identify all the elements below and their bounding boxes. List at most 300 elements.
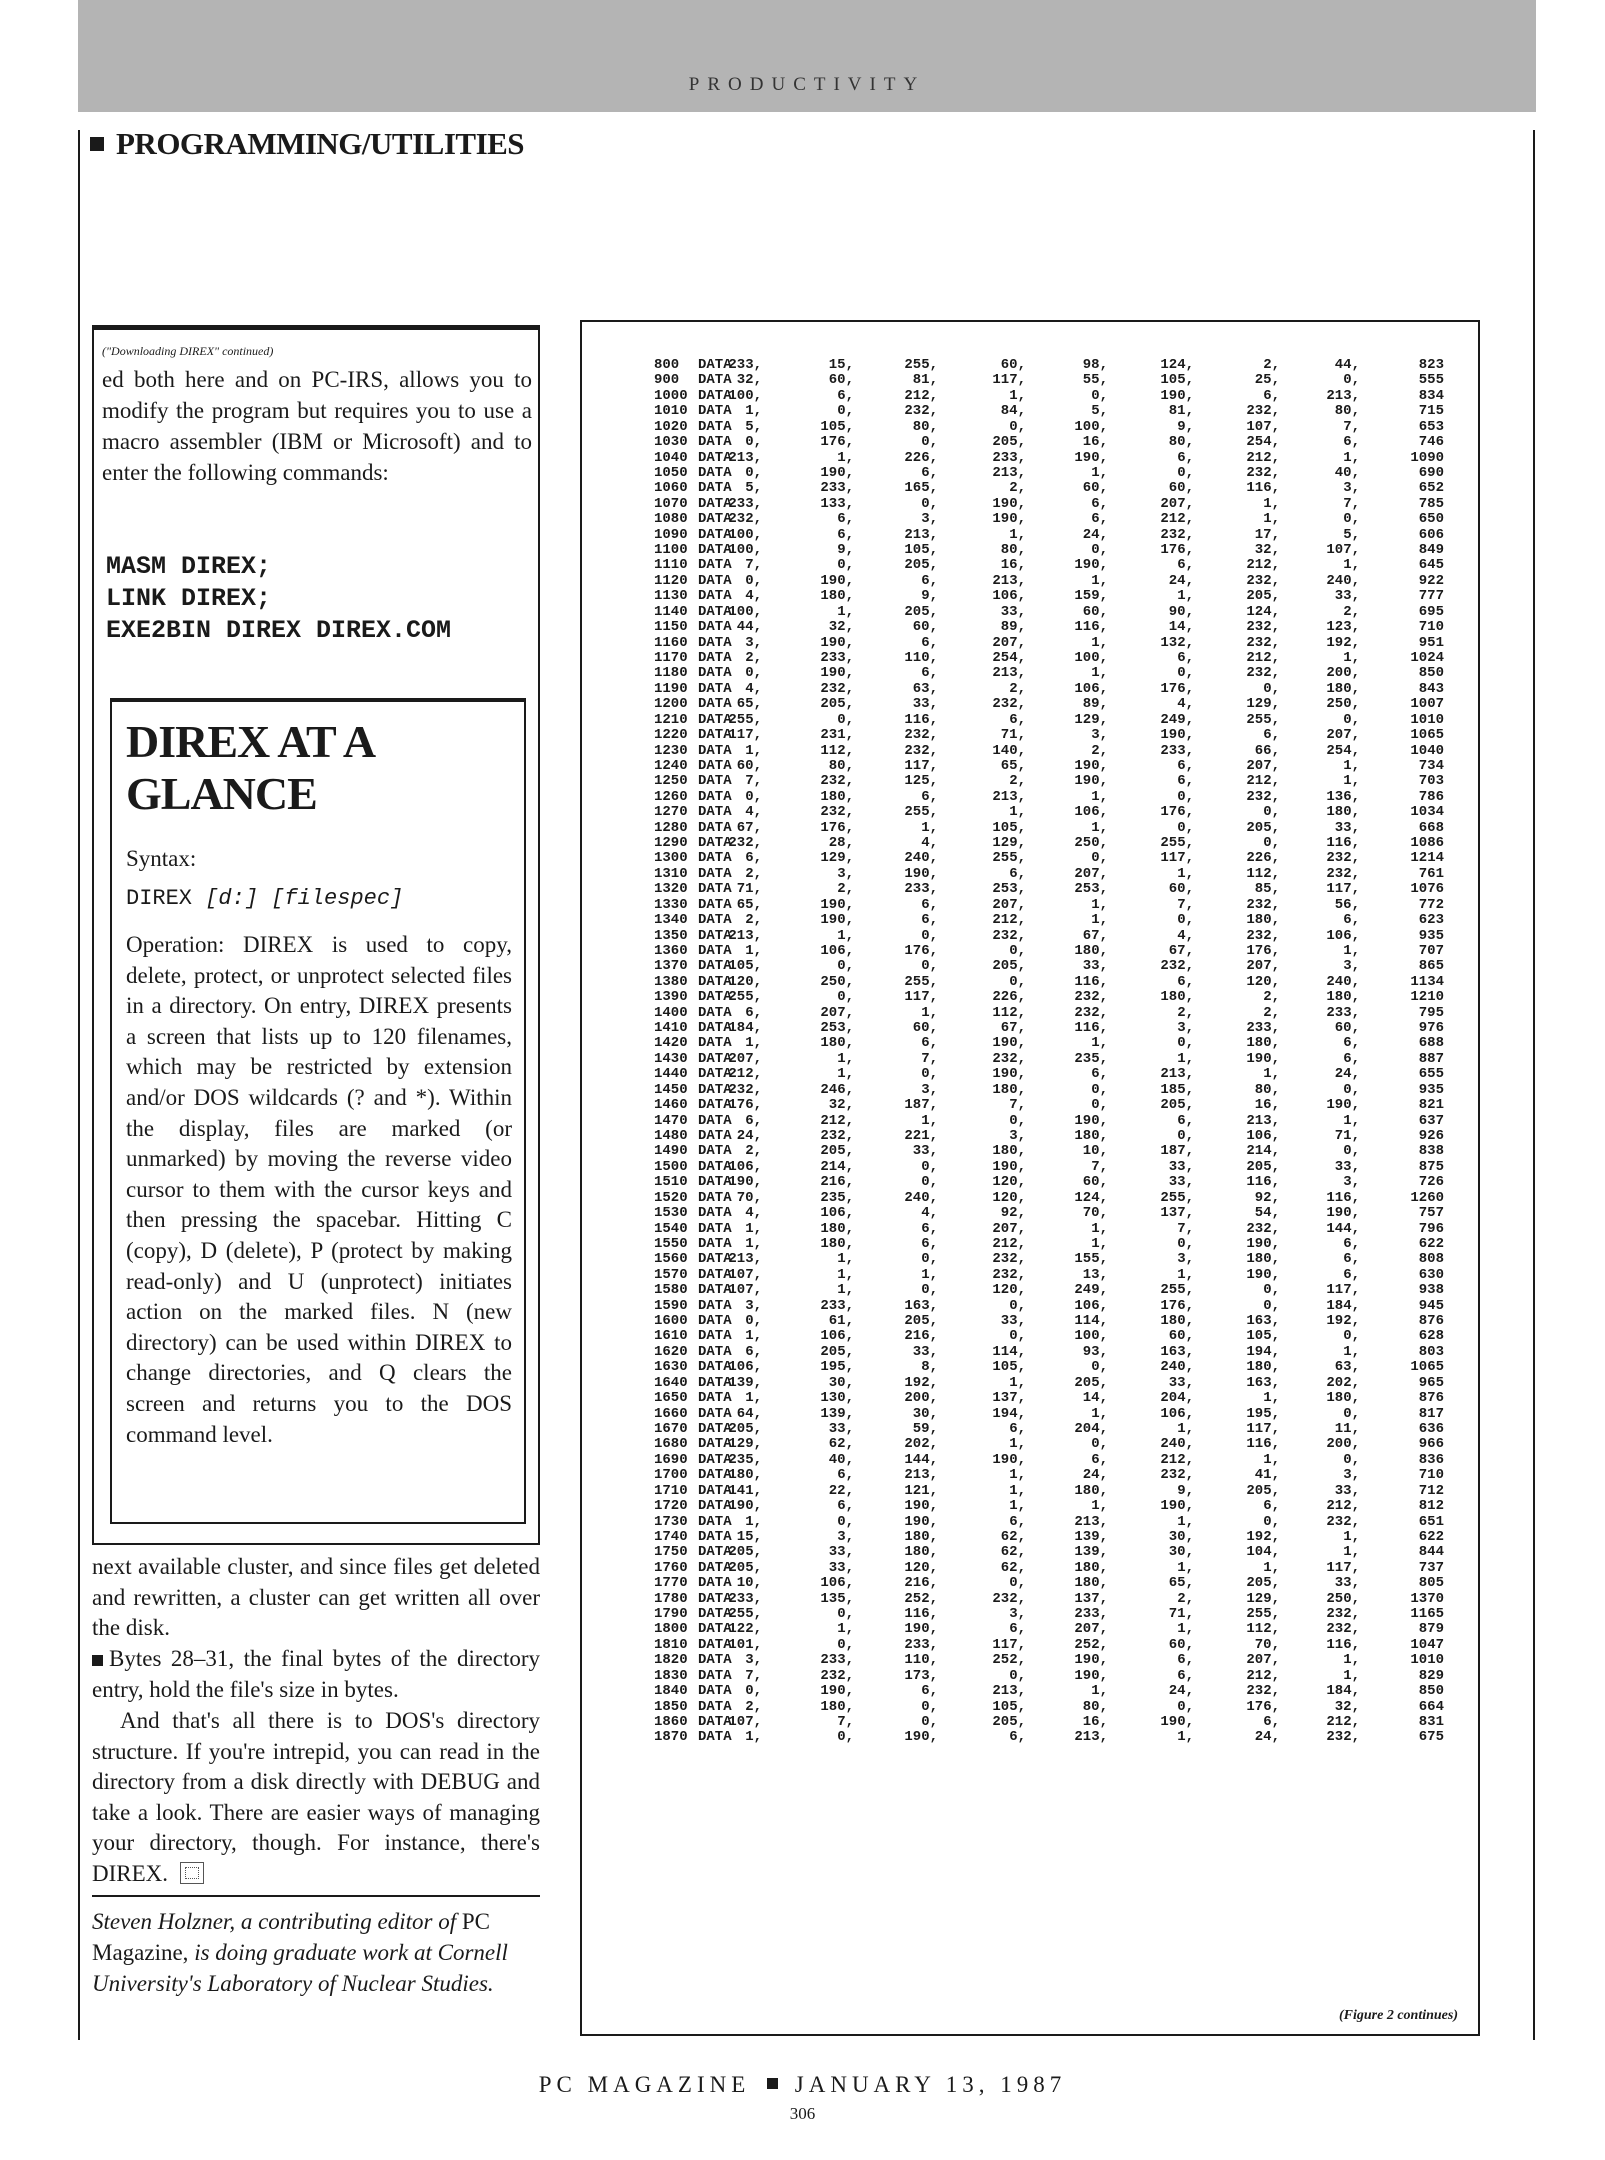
line-number: 1110 (654, 557, 688, 574)
data-value: 2, (745, 912, 762, 929)
data-row (582, 1067, 1462, 1082)
data-value: 6, (1009, 1420, 1026, 1437)
line-number: 1300 (654, 850, 688, 867)
data-value: 1, (1177, 1729, 1194, 1746)
data-value: 207, (1074, 1621, 1108, 1638)
data-value: 60, (1168, 881, 1194, 898)
data-keyword: DATA (698, 665, 732, 682)
data-value: 63, (1334, 1359, 1360, 1376)
data-value: 54, (1254, 1205, 1280, 1222)
checksum-value: 926 (1418, 1128, 1444, 1144)
data-value: 1, (921, 1004, 938, 1021)
bio-rule (92, 1895, 540, 1897)
checksum-value: 786 (1418, 788, 1444, 805)
data-row (582, 1191, 1462, 1206)
data-value: 22, (828, 1482, 854, 1499)
data-value: 125, (904, 773, 938, 790)
line-number: 900 (654, 372, 680, 389)
data-keyword: DATA (698, 464, 732, 481)
checksum-value: 695 (1418, 603, 1444, 620)
data-value: 6, (1009, 711, 1026, 728)
data-keyword: DATA (698, 372, 732, 389)
data-keyword: DATA (698, 649, 732, 666)
data-value: 116, (1326, 1636, 1360, 1653)
data-value: 180, (1246, 1035, 1280, 1052)
data-row (582, 1129, 1462, 1144)
data-value: 205, (1246, 819, 1280, 836)
data-value: 233, (728, 495, 762, 512)
data-value: 60, (828, 372, 854, 389)
checksum-value: 628 (1418, 1328, 1444, 1345)
data-value: 233, (820, 649, 854, 666)
data-keyword: DATA (698, 1359, 732, 1376)
data-row (582, 666, 1462, 681)
data-value: 106, (820, 1575, 854, 1592)
data-value: 190, (992, 511, 1026, 528)
body-para-1: next available cluster, and since files get deleted and rewritten, a cluster can get written all over the disk. (92, 1554, 540, 1640)
data-value: 3, (837, 1528, 854, 1545)
data-value: 232, (904, 403, 938, 420)
data-value: 9, (1177, 1482, 1194, 1499)
data-value: 254, (1246, 434, 1280, 451)
data-value: 4, (921, 1205, 938, 1222)
data-value: 67, (1168, 942, 1194, 959)
data-value: 212, (820, 1112, 854, 1129)
data-value: 2, (1263, 1004, 1280, 1021)
data-row (582, 1160, 1462, 1175)
data-value: 0, (837, 1513, 854, 1530)
data-value: 110, (904, 649, 938, 666)
data-value: 6, (1343, 434, 1360, 451)
data-value: 0, (921, 958, 938, 975)
data-value: 0, (837, 1636, 854, 1653)
data-value: 180, (1246, 912, 1280, 929)
data-value: 232, (1246, 403, 1280, 420)
data-value: 233, (1074, 1606, 1108, 1623)
data-value: 6, (1177, 649, 1194, 666)
data-value: 33, (912, 1343, 938, 1360)
data-value: 180, (820, 1235, 854, 1252)
data-keyword: DATA (698, 773, 732, 790)
data-value: 184, (1326, 1297, 1360, 1314)
data-value: 105, (904, 542, 938, 559)
data-value: 0, (921, 1174, 938, 1191)
line-number: 1780 (654, 1590, 688, 1607)
data-value: 6, (1177, 557, 1194, 574)
data-value: 139, (1074, 1544, 1108, 1561)
data-value: 233, (904, 1636, 938, 1653)
data-value: 106, (820, 1205, 854, 1222)
data-row (582, 1700, 1462, 1715)
data-value: 44, (736, 619, 762, 636)
data-value: 1, (1263, 495, 1280, 512)
data-value: 0, (1091, 387, 1108, 404)
data-value: 11, (1334, 1420, 1360, 1437)
data-value: 6, (1091, 495, 1108, 512)
data-value: 232, (1326, 865, 1360, 882)
data-value: 180, (992, 1081, 1026, 1098)
data-row (582, 805, 1462, 820)
data-value: 207, (992, 634, 1026, 651)
line-number: 1840 (654, 1683, 688, 1700)
data-row (582, 651, 1462, 666)
data-value: 117, (1246, 1420, 1280, 1437)
data-value: 89, (1082, 696, 1108, 713)
data-value: 117, (1326, 1559, 1360, 1576)
data-value: 180, (820, 1698, 854, 1715)
data-row (582, 1730, 1462, 1745)
data-value: 180, (1326, 989, 1360, 1006)
checksum-value: 945 (1418, 1297, 1444, 1314)
data-value: 1, (1009, 526, 1026, 543)
data-value: 190, (1246, 1050, 1280, 1067)
checksum-value: 1065 (1410, 727, 1444, 744)
data-value: 232, (820, 1667, 854, 1684)
checksum-value: 922 (1418, 572, 1444, 589)
data-keyword: DATA (698, 603, 732, 620)
data-value: 120, (992, 1189, 1026, 1206)
data-value: 213, (1074, 1513, 1108, 1530)
data-value: 13, (1082, 1266, 1108, 1283)
data-value: 116, (1074, 619, 1108, 636)
data-keyword: DATA (698, 1559, 732, 1576)
data-value: 1, (1009, 1467, 1026, 1484)
data-value: 144, (904, 1451, 938, 1468)
data-row (582, 790, 1462, 805)
checksum-value: 876 (1418, 1313, 1444, 1330)
data-value: 216, (820, 1174, 854, 1191)
data-value: 6, (1091, 511, 1108, 528)
data-value: 232, (1246, 1220, 1280, 1237)
data-value: 110, (904, 1652, 938, 1669)
data-value: 89, (1000, 619, 1026, 636)
data-value: 249, (1074, 1282, 1108, 1299)
data-value: 180, (1074, 1559, 1108, 1576)
data-value: 5, (1091, 403, 1108, 420)
line-number: 1860 (654, 1713, 688, 1730)
data-value: 204, (1160, 1390, 1194, 1407)
data-value: 6, (1263, 1713, 1280, 1730)
data-value: 60, (1000, 357, 1026, 373)
data-value: 190, (1160, 387, 1194, 404)
data-value: 8, (921, 1359, 938, 1376)
data-value: 176, (1246, 942, 1280, 959)
data-value: 190, (992, 1066, 1026, 1083)
line-number: 1520 (654, 1189, 688, 1206)
data-value: 232, (992, 927, 1026, 944)
data-value: 0, (1177, 665, 1194, 682)
checksum-value: 737 (1418, 1559, 1444, 1576)
data-value: 32, (828, 1097, 854, 1114)
line-number: 1210 (654, 711, 688, 728)
data-value: 192, (1246, 1528, 1280, 1545)
data-value: 65, (1000, 757, 1026, 774)
data-value: 176, (1160, 1297, 1194, 1314)
data-value: 233, (992, 449, 1026, 466)
data-value: 213, (728, 1251, 762, 1268)
data-value: 205, (904, 603, 938, 620)
line-number: 1350 (654, 927, 688, 944)
checksum-value: 703 (1418, 773, 1444, 790)
data-value: 129, (1246, 696, 1280, 713)
checksum-value: 710 (1418, 1467, 1444, 1484)
data-value: 6, (837, 1467, 854, 1484)
data-value: 232, (1326, 1513, 1360, 1530)
line-number: 1250 (654, 773, 688, 790)
data-row (582, 574, 1462, 589)
data-value: 180, (1326, 804, 1360, 821)
data-value: 116, (1246, 1174, 1280, 1191)
checksum-value: 623 (1418, 912, 1444, 929)
band-label: PRODUCTIVITY (688, 74, 926, 95)
data-value: 1, (1091, 788, 1108, 805)
data-row (582, 867, 1462, 882)
data-value: 67, (1000, 1020, 1026, 1037)
data-value: 240, (1326, 572, 1360, 589)
data-value: 6, (837, 1498, 854, 1515)
data-value: 190, (904, 1621, 938, 1638)
data-value: 221, (904, 1128, 938, 1144)
data-value: 101, (728, 1636, 762, 1653)
data-value: 213, (728, 449, 762, 466)
data-value: 190, (820, 912, 854, 929)
operation-text: Operation: DIREX is used to copy, delete, protect, or unprotect selected files in a directory. On entry, DIREX presents a screen that lists up to 120 filenames, which may be restricted by extension and/or DOS wildcards (? and *). Within the display, files are marked (or unmarked) by moving the reverse video cursor to them with the cursor keys and then pressing the spacebar. Hitting C (copy), D (delete), P (protect by making read-only) and U (unprotect) initiates action on the marked files. N (new directory) can be used within DIREX to change directories, and Q clears the screen and returns you to the DOS command level. (126, 932, 512, 1447)
line-number: 1560 (654, 1251, 688, 1268)
checksum-value: 951 (1418, 634, 1444, 651)
data-value: 194, (1246, 1343, 1280, 1360)
header-band (78, 0, 1536, 112)
checksum-value: 1260 (1410, 1189, 1444, 1206)
data-row (582, 1175, 1462, 1190)
data-value: 0, (1343, 511, 1360, 528)
data-value: 1, (1009, 1498, 1026, 1515)
data-value: 7, (745, 773, 762, 790)
glance-title-line1: DIREX AT A (126, 716, 376, 767)
data-value: 0, (1343, 1143, 1360, 1160)
data-row (582, 898, 1462, 913)
data-value: 205, (820, 1143, 854, 1160)
data-value: 212, (1246, 557, 1280, 574)
data-value: 232, (1246, 464, 1280, 481)
checksum-value: 757 (1418, 1205, 1444, 1222)
data-value: 129, (820, 850, 854, 867)
data-value: 112, (1246, 865, 1280, 882)
data-row (582, 1515, 1462, 1530)
data-value: 180, (1246, 1359, 1280, 1376)
bio-name: Steven Holzner, a contributing editor of (92, 1909, 457, 1934)
checksum-value: 876 (1418, 1390, 1444, 1407)
checksum-value: 795 (1418, 1004, 1444, 1021)
data-value: 6, (1091, 1066, 1108, 1083)
data-value: 116, (1246, 480, 1280, 497)
data-value: 6, (1343, 1050, 1360, 1067)
checksum-value: 668 (1418, 819, 1444, 836)
data-row (582, 1545, 1462, 1560)
line-number: 1570 (654, 1266, 688, 1283)
data-value: 5, (745, 418, 762, 435)
data-keyword: DATA (698, 1097, 732, 1114)
line-number: 1060 (654, 480, 688, 497)
line-number: 1690 (654, 1451, 688, 1468)
data-value: 233, (728, 357, 762, 373)
data-value: 60, (1334, 1020, 1360, 1037)
data-row (582, 1052, 1462, 1067)
data-value: 0, (921, 1282, 938, 1299)
checksum-value: 653 (1418, 418, 1444, 435)
data-value: 6, (921, 634, 938, 651)
data-keyword: DATA (698, 495, 732, 512)
data-value: 180, (1246, 1251, 1280, 1268)
data-keyword: DATA (698, 742, 732, 759)
end-mark-icon (180, 1862, 204, 1884)
data-row (582, 389, 1462, 404)
data-keyword: DATA (698, 634, 732, 651)
data-keyword: DATA (698, 973, 732, 990)
data-value: 1, (745, 403, 762, 420)
data-value: 190, (904, 1498, 938, 1515)
data-value: 190, (992, 1035, 1026, 1052)
data-value: 194, (992, 1405, 1026, 1422)
data-value: 190, (1160, 727, 1194, 744)
line-number: 1670 (654, 1420, 688, 1437)
data-value: 254, (992, 649, 1026, 666)
data-value: 1, (837, 1066, 854, 1083)
data-value: 139, (728, 1374, 762, 1391)
data-value: 255, (1246, 711, 1280, 728)
data-value: 255, (1160, 835, 1194, 852)
data-value: 213, (1326, 387, 1360, 404)
line-number: 1550 (654, 1235, 688, 1252)
data-row (582, 1083, 1462, 1098)
data-value: 1, (837, 603, 854, 620)
data-value: 1, (1177, 588, 1194, 605)
data-value: 0, (1009, 1328, 1026, 1345)
data-value: 1, (745, 742, 762, 759)
data-row (582, 512, 1462, 527)
data-value: 120, (1246, 973, 1280, 990)
body-para-2-text: Bytes 28–31, the final bytes of the directory entry, hold the file's size in bytes. (92, 1646, 540, 1702)
data-value: 70, (736, 1189, 762, 1206)
data-value: 190, (904, 865, 938, 882)
data-value: 33, (1334, 588, 1360, 605)
data-value: 7, (1009, 1097, 1026, 1114)
line-number: 1410 (654, 1020, 688, 1037)
data-value: 120, (904, 1559, 938, 1576)
data-value: 232, (1246, 1683, 1280, 1700)
line-number: 1440 (654, 1066, 688, 1083)
data-value: 212, (992, 912, 1026, 929)
data-value: 3, (921, 1081, 938, 1098)
data-value: 207, (1326, 727, 1360, 744)
data-value: 1, (745, 1390, 762, 1407)
data-value: 205, (728, 1420, 762, 1437)
checksum-value: 843 (1418, 680, 1444, 697)
data-keyword: DATA (698, 1590, 732, 1607)
data-row (582, 1530, 1462, 1545)
data-value: 1, (837, 927, 854, 944)
data-value: 0, (1343, 1081, 1360, 1098)
data-value: 255, (1160, 1189, 1194, 1206)
data-row (582, 1684, 1462, 1699)
data-value: 6, (1177, 449, 1194, 466)
bullet-square-icon (767, 2078, 778, 2089)
data-value: 0, (921, 927, 938, 944)
data-keyword: DATA (698, 1004, 732, 1021)
line-number: 1360 (654, 942, 688, 959)
data-value: 2, (1263, 989, 1280, 1006)
data-value: 55, (1082, 372, 1108, 389)
data-value: 80, (1254, 1081, 1280, 1098)
data-value: 1, (1343, 649, 1360, 666)
line-number: 1760 (654, 1559, 688, 1576)
line-number: 1480 (654, 1128, 688, 1144)
data-value: 190, (820, 464, 854, 481)
data-value: 80, (1082, 1698, 1108, 1715)
checksum-value: 1210 (1410, 989, 1444, 1006)
data-value: 80, (1000, 542, 1026, 559)
data-value: 205, (992, 1713, 1026, 1730)
data-value: 1, (745, 1235, 762, 1252)
data-value: 235, (728, 1451, 762, 1468)
line-number: 1450 (654, 1081, 688, 1098)
data-value: 24, (1082, 1467, 1108, 1484)
data-value: 107, (1326, 542, 1360, 559)
data-value: 62, (1000, 1559, 1026, 1576)
data-row (582, 1669, 1462, 1684)
data-value: 106, (728, 1158, 762, 1175)
data-value: 255, (992, 850, 1026, 867)
data-value: 205, (904, 557, 938, 574)
data-value: 65, (1168, 1575, 1194, 1592)
data-value: 232, (992, 1590, 1026, 1607)
data-value: 190, (1074, 557, 1108, 574)
data-value: 0, (1009, 973, 1026, 990)
checksum-value: 976 (1418, 1020, 1444, 1037)
data-value: 3, (1177, 1020, 1194, 1037)
data-value: 1, (1009, 387, 1026, 404)
line-number: 1390 (654, 989, 688, 1006)
data-value: 1, (1091, 1035, 1108, 1052)
data-value: 190, (1074, 1667, 1108, 1684)
data-value: 1, (1343, 1652, 1360, 1669)
data-row (582, 636, 1462, 651)
line-number: 1340 (654, 912, 688, 929)
line-number: 1420 (654, 1035, 688, 1052)
data-value: 187, (904, 1097, 938, 1114)
data-value: 255, (728, 1606, 762, 1623)
data-keyword: DATA (698, 1328, 732, 1345)
line-number: 1190 (654, 680, 688, 697)
data-keyword: DATA (698, 1621, 732, 1638)
line-number: 1070 (654, 495, 688, 512)
data-value: 163, (1160, 1343, 1194, 1360)
data-value: 129, (992, 835, 1026, 852)
checksum-value: 636 (1418, 1420, 1444, 1437)
data-value: 100, (728, 603, 762, 620)
data-value: 71, (1168, 1606, 1194, 1623)
data-keyword: DATA (698, 881, 732, 898)
checksum-value: 664 (1418, 1698, 1444, 1715)
data-value: 71, (1334, 1128, 1360, 1144)
data-value: 33, (1168, 1374, 1194, 1391)
data-keyword: DATA (698, 1220, 732, 1237)
data-value: 56, (1334, 896, 1360, 913)
checksum-value: 838 (1418, 1143, 1444, 1160)
data-value: 176, (1160, 542, 1194, 559)
data-value: 232, (992, 696, 1026, 713)
data-value: 232, (728, 511, 762, 528)
data-value: 190, (820, 634, 854, 651)
